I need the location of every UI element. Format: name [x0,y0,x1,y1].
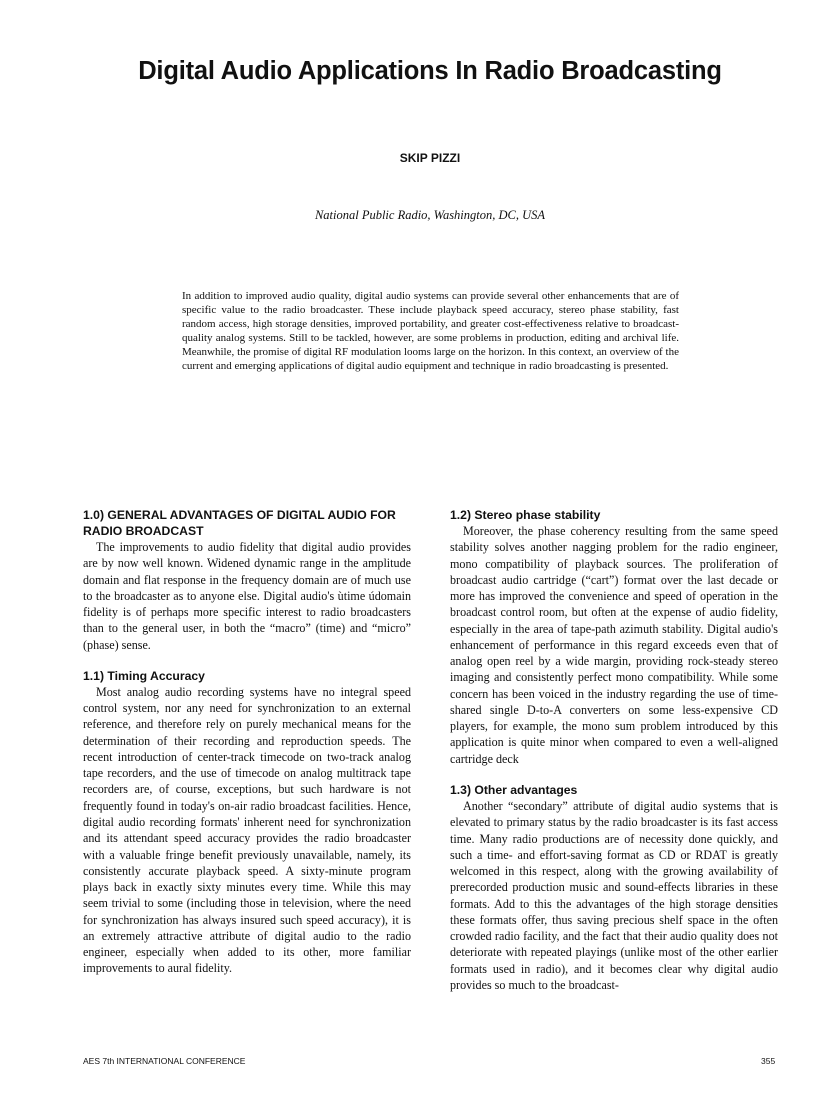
section-heading-other-advantages: 1.3) Other advantages [450,782,578,797]
author-name: SKIP PIZZI [399,151,461,165]
footer-conference: AES 7th INTERNATIONAL CONFERENCE [83,1056,246,1066]
author-affiliation: National Public Radio, Washington, DC, USA [314,208,546,222]
paper-title: Digital Audio Applications In Radio Broadcasting [138,57,722,85]
section-body-timing-accuracy: Most analog audio recording systems have no integral speed control system, nor any need for synchronization to an external reference, and therefore rely on purely mechanical means for the determination of their recording and reproduction speeds. The recent introduction of center-track timecode on two-track analog tape recorders, and the use of timecode on analog multitrack tape recorders are, of course, exceptions, but such hardware is not frequently found in today's on-air radio broadcast facilities. Hence, digital audio recording formats' inherent need for synchronization and its attendant speed accuracy provides the radio broadcaster with a valuable fringe benefit previously unavailable, namely, its consistently accurate playback speed. A sixty-minute program plays back in exactly sixty minutes every time. While this may seem trivial to some (including those in television, where the need for synchronization has always insured such speed accuracy), it is an extremely attractive attribute of digital audio to the radio engineer, especially when added to its other, more familiar improvements to aural fidelity. [83,684,411,976]
footer-page-number: 355 [761,1056,776,1066]
abstract: In addition to improved audio quality, digital audio systems can provide several other enhancements that are of specific value to the radio broadcaster. These include playback speed accuracy, stereo phase stability, fast random access, high storage densities, improved portability, and greater cost-effectiveness relative to broadcast-quality analog systems. Still to be tackled, however, are some problems in production, editing and archival life. Meanwhile, the promise of digital RF modulation looms large on the horizon. In this context, an overview of the current and emerging applications of digital audio equipment and technique in radio broadcasting is presented. [182,290,679,373]
section-heading-general-advantages: 1.0) GENERAL ADVANTAGES OF DIGITAL AUDIO FOR RADIO BROADCAST [83,508,396,538]
right-column [450,507,778,1008]
section-body-other-advantages: Another “secondary” attribute of digital audio systems that is elevated to primary status by the radio broadcaster is its fast access time. Many radio productions are of necessity done quickly, and such a time- and effort-saving format as CD or RDAT is greatly welcomed in this respect, along with the growing availability of prerecorded production music and sound-effects libraries in these formats. Add to this the advantages of the high storage densities these formats offer, thus saving precious shelf space in the often crowded radio facility, and the fact that their audio quality does not deteriorate with repeated playings (unlike most of the other earlier formats used in radio), and it becomes clear why digital audio provides so much to the broadcast- [450,798,778,992]
section-heading-stereo-phase: 1.2) Stereo phase stability [450,508,601,522]
left-column [83,507,411,992]
section-body-stereo-phase: Moreover, the phase coherency resulting from the same speed stability solves another nagging problem for the radio engineer, mono compatibility of playback sources. The proliferation of broadcast audio cartridge (“cart”) format over the last decade or more has improved the convenience and speed of operation in the broadcast control room, but often at the expense of audio fidelity, especially in the area of tape-path azimuth stability. Digital audio's enhancement of performance in this regard exceeds even that of analog open reel by a wide margin, providing rock-steady stereo imaging and consistently perfect mono compatibility. While some concern has been voiced in the industry regarding the use of time-shared single D-to-A converters on some less-expensive CD players, for example, the mono sum problem introduced by this application is quite minor when compared to even a well-aligned cartridge deck [450,524,778,766]
section-heading-timing-accuracy: 1.1) Timing Accuracy [83,668,205,683]
section-body-general-advantages: The improvements to audio fidelity that digital audio provides are by now well known. Widened dynamic range in the amplitude domain and flat response in the frequency domain are of much use to the broadcaster as to anyone else. Digital audio's ùtime údomain fidelity is of perhaps more specific interest to radio broadcasters than to the general user, in both the “macro” (time) and “micro” (phase) sense. [83,540,411,652]
